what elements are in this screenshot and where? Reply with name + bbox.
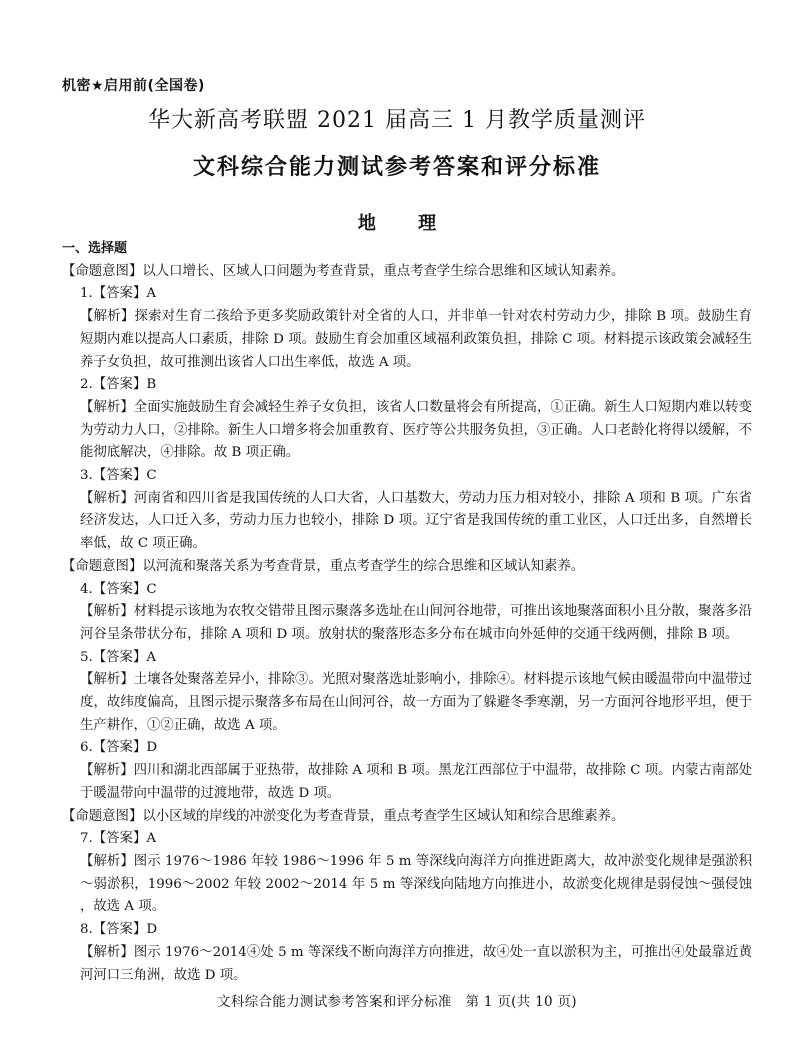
explanation-paragraph: 【解析】图示 1976～2014④处 5 m 等深线不断向海洋方向推进，故④处一直以淤积为主，可推出④处最靠近黄河河口三角洲，故选 D 项。 xyxy=(80,944,752,983)
answer-line: 1.【答案】A xyxy=(80,286,157,302)
answer-line: 2.【答案】B xyxy=(80,377,157,393)
answer-line: 7.【答案】A xyxy=(80,831,157,847)
answer-lines xyxy=(62,261,752,988)
intent-line: 【命题意图】以人口增长、区域人口问题为考查背景，重点考查学生综合思维和区域认知素养。 xyxy=(62,263,625,279)
exam-title: 华大新高考联盟 2021 届高三 1 月教学质量测评 xyxy=(148,108,646,133)
answer-content xyxy=(62,238,752,987)
intent-line: 【命题意图】以河流和聚落关系为考查背景，重点考查学生的综合思维和区域认知素养。 xyxy=(62,558,585,574)
page-footer: 文科综合能力测试参考答案和评分标准 第 1 页(共 10 页) xyxy=(217,994,577,1010)
answer-line: 8.【答案】D xyxy=(80,922,158,938)
explanation-paragraph: 【解析】四川和湖北西部属于亚热带，故排除 A 项和 B 项。黑龙江西部位于中温带，故排除 C 项。内蒙古南部处于暖温带向中温带的过渡地带，故选 D 项。 xyxy=(80,763,752,801)
explanation-paragraph: 【解析】探索对生育二孩给予更多奖励政策针对全省的人口，并非单一针对农村劳动力少，排除 B 项。鼓励生育短期内难以提高人口素质，排除 D 项。鼓励生育会加重区域福利政策负担，排除 C 项。材料提示该政策会减轻生养子女负担，故可推测出该省人口出生率低，故选 A 项。 xyxy=(80,309,752,370)
section-heading: 一、选择题 xyxy=(62,241,128,256)
answer-line: 6.【答案】D xyxy=(80,740,158,756)
intent-line: 【命题意图】以小区域的岸线的冲淤变化为考查背景，重点考查学生区域认知和综合思维素养。 xyxy=(62,808,625,824)
answer-key-title: 文科综合能力测试参考答案和评分标准 xyxy=(192,155,601,180)
answer-line: 5.【答案】A xyxy=(80,649,157,665)
explanation-paragraph: 【解析】全面实施鼓励生育会减轻生养子女负担，该省人口数量将会有所提高，①正确。新生人口短期内难以转变为劳动力人口，②排除。新生人口增多将会加重教育、医疗等公共服务负担，③正确。人口老龄化将得以缓解，不能彻底解决，④排除。故 B 项正确。 xyxy=(80,399,752,461)
explanation-paragraph: 【解析】河南省和四川省是我国传统的人口大省，人口基数大，劳动力压力相对较小，排除 A 项和 B 项。广东省经济发达，人口迁入多，劳动力压力也较小，排除 D 项。辽宁省是我国传统的重工业区，人口迁出多，自然增长率低，故 C 项正确。 xyxy=(80,490,752,552)
explanation-paragraph: 【解析】材料提示该地为农牧交错带且图示聚落多选址在山间河谷地带，可推出该地聚落面积小且分散，聚落多沿河谷呈条带状分布，排除 A 项和 D 项。放射状的聚落形态多分布在城市向外延伸的交通干线两侧，排除 B 项。 xyxy=(80,604,752,642)
confidential-label: 机密★启用前(全国卷) xyxy=(62,78,205,94)
explanation-paragraph: 【解析】图示 1976～1986 年较 1986～1996 年 5 m 等深线向海洋方向推进距离大，故冲淤变化规律是强淤积～弱淤积，1996～2002 年较 2002～2014 年 5 m 等深线向陆地方向推进小，故淤变化规律是弱侵蚀～强侵蚀 ，故选 A 项。 xyxy=(80,853,752,915)
explanation-paragraph: 【解析】土壤各处聚落差异小，排除③。光照对聚落选址影响小，排除④。材料提示该地气候由暖温带向中温带过度，故纬度偏高，且图示提示聚落多布局在山间河谷，故一方面为了躲避冬季寒潮，另一方面河谷地形平坦，便于生产耕作，①②正确，故选 A 项。 xyxy=(80,672,752,733)
answer-line: 3.【答案】C xyxy=(80,468,157,484)
answer-line: 4.【答案】C xyxy=(80,581,157,597)
subject-heading: 地 理 xyxy=(357,213,455,234)
